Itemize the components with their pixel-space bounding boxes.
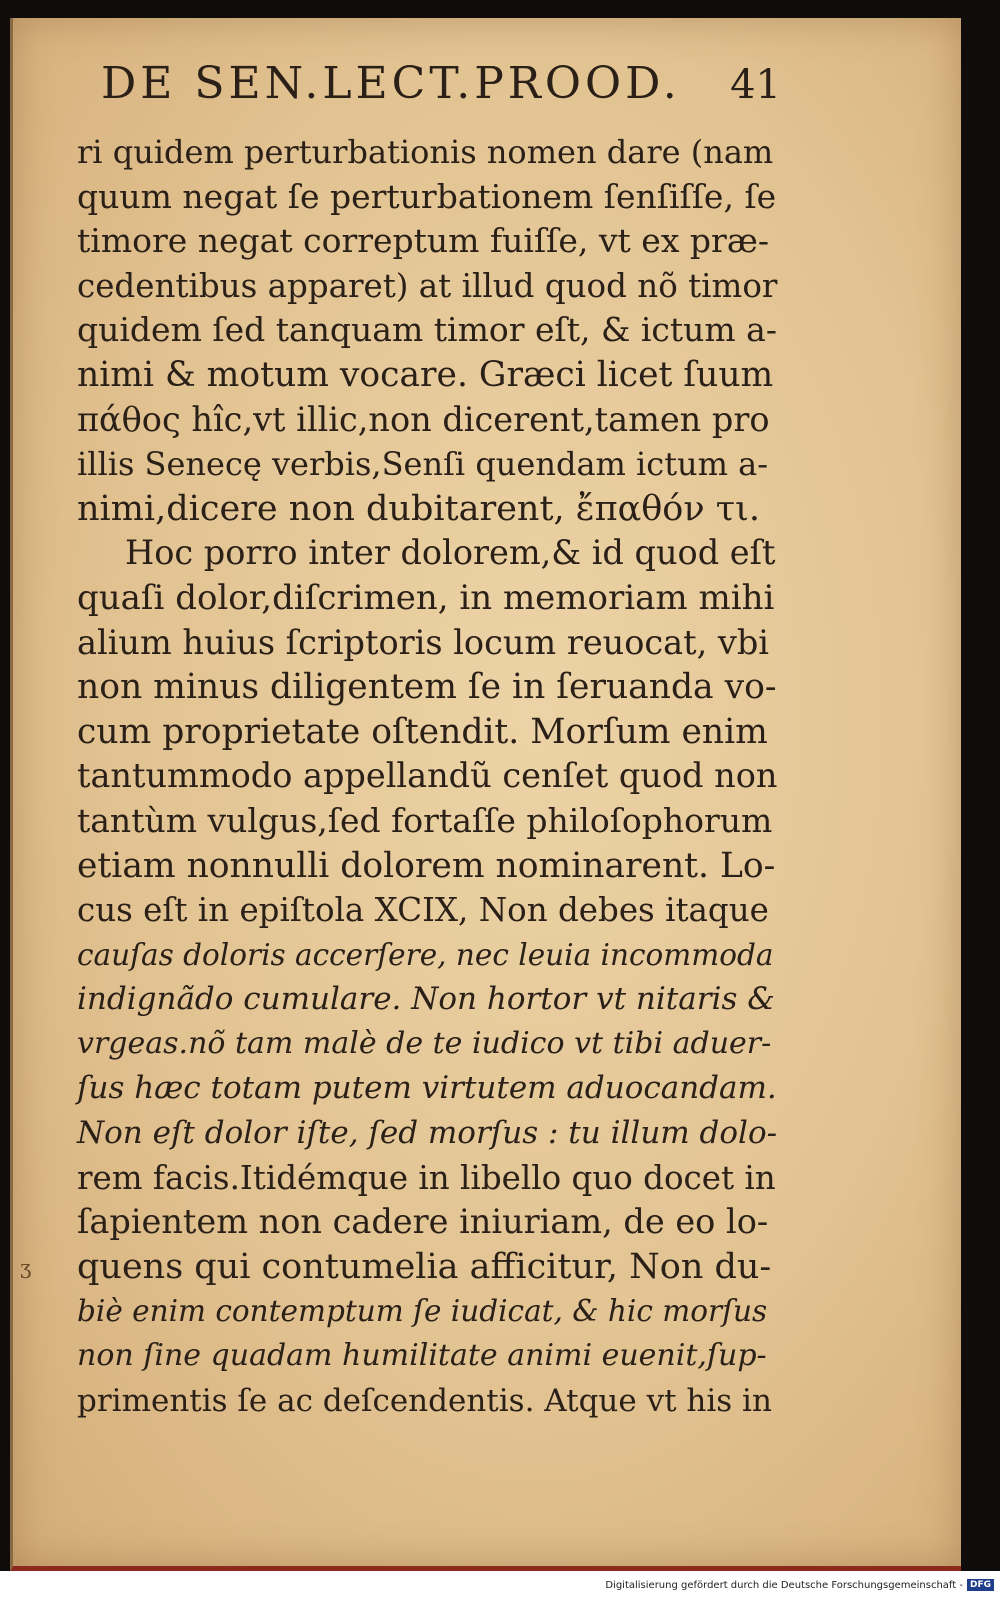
text-line: etiam nonnulli dolorem nominarent. Lo- — [77, 845, 776, 886]
text-line: Non eſt dolor iſte, ſed morſus : tu illum dolo- — [77, 1115, 778, 1152]
text-line: cum proprietate oſtendit. Morſum enim — [77, 711, 768, 752]
text-line: non ſine quadam humilitate animi euenit,ſup- — [77, 1338, 767, 1374]
text-line: timore negat correptum fuiſſe, vt ex præ- — [77, 221, 770, 261]
footer-credit: Digitalisierung gefördert durch die Deutsche Forschungsgemeinschaft - — [605, 1579, 963, 1591]
text-line: Hoc porro inter dolorem,& id quod eſt — [125, 533, 776, 573]
running-head: DE SEN.LECT.PROOD. — [101, 58, 681, 109]
book-page — [10, 18, 961, 1572]
text-line: vrgeas.nõ tam malè de te iudico vt tibi aduer- — [77, 1025, 772, 1061]
text-line: ſapientem non cadere iniuriam, de eo lo- — [77, 1202, 769, 1242]
text-line: ſus hæc totam putem virtutem aduocandam. — [77, 1070, 777, 1107]
text-line: quaſi dolor,diſcrimen, in memoriam mihi — [77, 577, 775, 618]
text-line: nimi,dicere non dubitarent, ἔπαθόν τι. — [77, 488, 760, 529]
text-line: primentis ſe ac deſcendentis. Atque vt his in — [77, 1382, 772, 1419]
text-line: cus eſt in epiſtola XCIX, Non debes itaque — [77, 891, 769, 930]
page-number: 41 — [730, 62, 781, 108]
text-line: indignãdo cumulare. Non hortor vt nitaris & — [77, 981, 775, 1018]
text-line: illis Senecę verbis,Senſi quendam ictum a- — [77, 445, 769, 484]
text-block — [77, 130, 777, 1423]
text-line: tantummodo appellandũ cenſet quod non — [77, 756, 778, 796]
page-header — [101, 58, 781, 118]
text-line: alium huius ſcriptoris locum reuocat, vbi — [77, 622, 770, 662]
text-line: quum negat ſe perturbationem ſenſiſſe, ſe — [77, 176, 777, 216]
footer-bar — [0, 1571, 1000, 1599]
dfg-logo: DFG — [967, 1579, 994, 1591]
text-line: cauſas doloris accerſere, nec leuia incommoda — [77, 937, 774, 972]
text-line: rem facis.Itidémque in libello quo docet in — [77, 1158, 776, 1197]
text-line: non minus diligentem ſe in ſeruanda vo- — [77, 667, 777, 708]
text-line: cedentibus apparet) at illud quod nõ timor — [77, 266, 778, 305]
text-line: ri quidem perturbationis nomen dare (nam — [77, 133, 774, 171]
text-line: quens qui contumelia afficitur, Non du- — [77, 1246, 772, 1287]
text-line: nimi & motum vocare. Græci licet ſuum — [77, 354, 774, 395]
margin-mark-icon: ʒ — [20, 1255, 32, 1279]
text-line: biè enim contemptum ſe iudicat, & hic morſus — [77, 1294, 768, 1329]
text-line: πάθος hîc,vt illic,non dicerent,tamen pro — [77, 399, 770, 439]
text-line: tantùm vulgus,ſed fortaſſe philoſophorum — [77, 800, 773, 840]
text-line: quidem ſed tanquam timor eſt, & ictum a- — [77, 310, 777, 350]
